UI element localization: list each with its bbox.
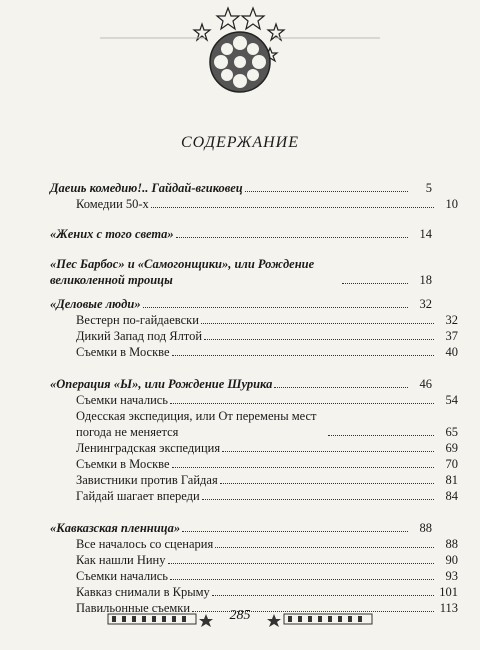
dot-leader — [176, 237, 408, 238]
toc-page-number: 90 — [434, 552, 458, 568]
dot-leader — [215, 547, 434, 548]
toc-entry — [50, 488, 458, 504]
toc-label: Павильонные съемки — [76, 601, 191, 615]
toc-entry — [50, 328, 458, 344]
toc-chapter — [50, 376, 432, 392]
toc-page-number: 10 — [434, 196, 458, 212]
film-reel-icon — [210, 32, 270, 92]
toc-entry — [50, 568, 458, 584]
toc-page-number: 81 — [434, 472, 458, 488]
toc-chapter — [50, 520, 432, 536]
toc-entry — [50, 408, 458, 440]
toc-label: Гайдай шагает впереди — [76, 489, 200, 503]
toc-label: «Кавказская пленница» — [50, 521, 181, 535]
toc-label: Все началось со сценария — [76, 537, 214, 551]
toc-page-number: 70 — [434, 456, 458, 472]
toc-entry — [50, 196, 458, 212]
toc-page-number: 32 — [434, 312, 458, 328]
toc-entry — [50, 440, 458, 456]
toc-page-number: 14 — [408, 226, 432, 242]
toc-page-number: 88 — [434, 536, 458, 552]
toc-label: Съемки в Москве — [76, 345, 170, 359]
toc-page-number: 32 — [408, 296, 432, 312]
toc-chapter — [50, 256, 432, 288]
toc-page-number: 113 — [434, 600, 458, 616]
toc-entry — [50, 344, 458, 360]
toc-label: «Жених с того света» — [50, 227, 174, 241]
toc-page-number: 84 — [434, 488, 458, 504]
toc-entry — [50, 552, 458, 568]
toc-chapter — [50, 180, 432, 196]
toc-page-number: 88 — [408, 520, 432, 536]
toc-page-number: 5 — [408, 180, 432, 196]
toc-label: Дикий Запад под Ялтой — [76, 329, 203, 343]
toc-chapter — [50, 226, 432, 242]
toc-page-number: 101 — [434, 584, 458, 600]
toc-label: Ленинградская экспедиция — [76, 441, 221, 455]
toc-entry — [50, 536, 458, 552]
toc-label: Съемки начались — [76, 393, 169, 407]
toc-label: Как нашли Нину — [76, 553, 166, 567]
toc-page-number: 69 — [434, 440, 458, 456]
toc-page-number: 37 — [434, 328, 458, 344]
toc-page-number: 18 — [408, 272, 432, 288]
toc-entry — [50, 472, 458, 488]
toc-label: «Операция «Ы», или Рождение Шурика — [50, 377, 273, 391]
toc-page-number: 40 — [434, 344, 458, 360]
toc-entry — [50, 392, 458, 408]
dot-leader — [212, 595, 434, 596]
dot-leader — [172, 467, 434, 468]
toc-entry — [50, 456, 458, 472]
toc-chapter — [50, 296, 432, 312]
toc-label: Вестерн по-гайдаевски — [76, 313, 199, 327]
toc-label: Съемки в Москве — [76, 457, 170, 471]
dot-leader — [151, 207, 434, 208]
dot-leader — [274, 387, 408, 388]
page-number: 285 — [229, 608, 251, 623]
toc-entry — [50, 584, 458, 600]
dot-leader — [220, 483, 434, 484]
toc-page-number: 54 — [434, 392, 458, 408]
toc-label: Завистники против Гайдая — [76, 473, 218, 487]
dot-leader — [168, 563, 435, 564]
toc-page-number: 93 — [434, 568, 458, 584]
dot-leader — [170, 579, 434, 580]
dot-leader — [202, 499, 434, 500]
toc-label: Кавказ снимали в Крыму — [76, 585, 210, 599]
dot-leader — [182, 531, 408, 532]
toc-page-number: 46 — [408, 376, 432, 392]
dot-leader — [172, 355, 434, 356]
dot-leader — [170, 403, 434, 404]
toc-label: Комедии 50-х — [76, 197, 149, 211]
dot-leader — [342, 283, 408, 284]
dot-leader — [222, 451, 434, 452]
toc-label: Съемки начались — [76, 569, 169, 583]
toc-label: Одесская экспедиция, или От перемены мест погода не меняется — [76, 408, 328, 440]
toc-label: «Пес Барбос» и «Самогонщики», или Рождение великоленной троицы — [50, 256, 342, 288]
page-title: СОДЕРЖАНИЕ — [180, 134, 300, 151]
dot-leader — [143, 307, 408, 308]
header-ornament — [0, 0, 480, 110]
toc-page-number: 65 — [434, 424, 458, 440]
toc-label: «Деловые люди» — [50, 297, 141, 311]
dot-leader — [328, 435, 434, 436]
dot-leader — [201, 323, 434, 324]
toc-entry — [50, 312, 458, 328]
dot-leader — [204, 339, 434, 340]
dot-leader — [245, 191, 408, 192]
toc-label: Даешь комедию!.. Гайдай-вгиковец — [50, 181, 243, 195]
